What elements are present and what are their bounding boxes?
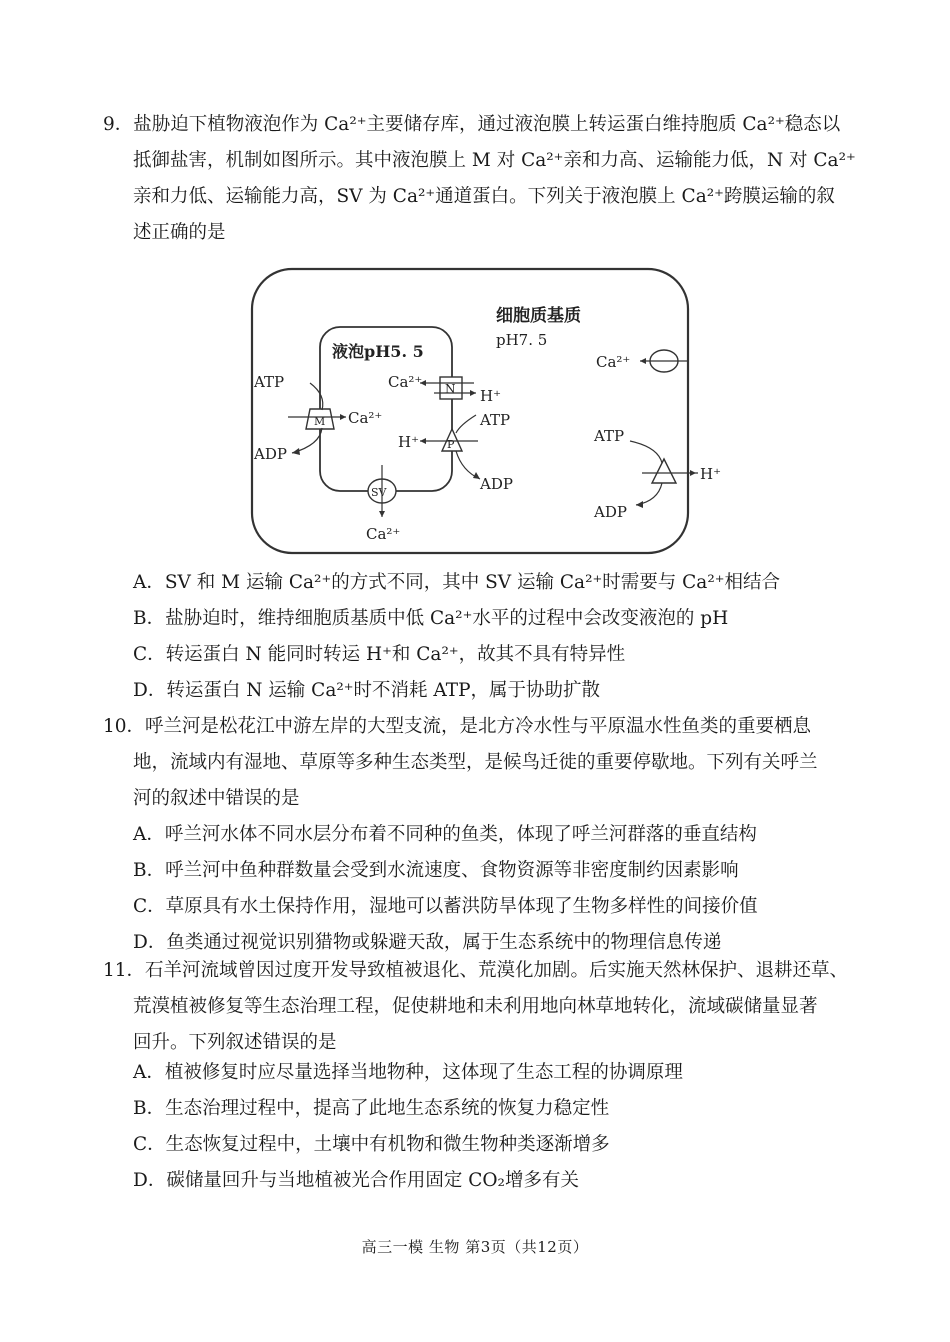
- q9-stem-line3: 亲和力低、运输能力高，SV 为 Ca²⁺通道蛋白。下列关于液泡膜上 Ca²⁺跨膜运输的叙: [133, 186, 835, 207]
- q9-stem-line2: 抵御盐害，机制如图所示。其中液泡膜上 M 对 Ca²⁺亲和力高、运输能力低，N 对 Ca²⁺: [133, 150, 856, 171]
- q9-option-d: D．转运蛋白 N 运输 Ca²⁺时不消耗 ATP，属于协助扩散: [133, 680, 601, 701]
- q9-option-b: B．盐胁迫时，维持细胞质基质中低 Ca²⁺水平的过程中会改变液泡的 pH: [133, 608, 729, 629]
- q10-option-a: A．呼兰河水体不同水层分布着不同种的鱼类，体现了呼兰河群落的垂直结构: [133, 824, 757, 845]
- q10-option-d: D．鱼类通过视觉识别猎物或躲避天敌，属于生态系统中的物理信息传递: [133, 932, 722, 953]
- n-h-label: H⁺: [480, 387, 501, 405]
- q10-option-c: C．草原具有水土保持作用，湿地可以蓄洪防旱体现了生物多样性的间接价值: [133, 896, 758, 917]
- q9-option-c: C．转运蛋白 N 能同时转运 H⁺和 Ca²⁺，故其不具有特异性: [133, 644, 626, 665]
- transporter-n-label: N: [445, 382, 456, 396]
- p-adp-label: ADP: [480, 475, 513, 493]
- sv-channel-label: SV: [371, 486, 387, 499]
- m-atp-label: ATP: [254, 373, 285, 391]
- q11-stem-line3: 回升。下列叙述错误的是: [133, 1032, 337, 1053]
- q9-option-a: A．SV 和 M 运输 Ca²⁺的方式不同，其中 SV 运输 Ca²⁺时需要与 Ca²⁺相结合: [133, 572, 781, 593]
- m-adp-label: ADP: [254, 445, 287, 463]
- q10-option-b: B．呼兰河中鱼种群数量会受到水流速度、食物资源等非密度制约因素影响: [133, 860, 739, 881]
- plasma-adp-label: ADP: [594, 503, 627, 521]
- plasma-h-label: H⁺: [700, 465, 721, 483]
- q11-option-b: B．生态治理过程中，提高了此地生态系统的恢复力稳定性: [133, 1098, 610, 1119]
- proton-pump-p-label: P: [447, 438, 455, 451]
- p-atp-label: ATP: [480, 411, 511, 429]
- sv-ca-label: Ca²⁺: [366, 525, 401, 543]
- q10-stem-line1: 10．呼兰河是松花江中游左岸的大型支流，是北方冷水性与平原温水性鱼类的重要栖息: [103, 716, 812, 737]
- m-ca-label: Ca²⁺: [348, 409, 383, 427]
- n-ca-label: Ca²⁺: [388, 373, 423, 391]
- cytoplasm-ph: pH7. 5: [496, 331, 548, 349]
- transporter-m-label: M: [314, 415, 326, 428]
- vacuole-label: 液泡pH5. 5: [332, 342, 424, 361]
- q11-option-a: A．植被修复时应尽量选择当地物种，这体现了生态工程的协调原理: [133, 1062, 683, 1083]
- page-footer: 高三一模 生物 第3页（共12页）: [361, 1238, 589, 1256]
- vacuole-calcium-transport-diagram: [248, 265, 721, 557]
- q11-stem-line1: 11．石羊河流域曾因过度开发导致植被退化、荒漠化加剧。后实施天然林保护、退耕还草、: [103, 960, 849, 981]
- q9-stem-line1: 9．盐胁迫下植物液泡作为 Ca²⁺主要储存库，通过液泡膜上转运蛋白维持胞质 Ca²⁺稳态以: [103, 114, 841, 135]
- q10-stem-line3: 河的叙述中错误的是: [133, 788, 300, 809]
- q9-stem-line4: 述正确的是: [133, 222, 226, 243]
- plasma-atp-label: ATP: [594, 427, 625, 445]
- q11-option-c: C．生态恢复过程中，土壤中有机物和微生物种类逐渐增多: [133, 1134, 610, 1155]
- q11-option-d: D．碳储量回升与当地植被光合作用固定 CO₂增多有关: [133, 1170, 579, 1191]
- plasma-ca-label: Ca²⁺: [596, 353, 631, 371]
- cytoplasm-label: 细胞质基质: [496, 306, 581, 326]
- q11-stem-line2: 荒漠植被修复等生态治理工程，促使耕地和未利用地向林草地转化，流域碳储量显著: [133, 996, 818, 1017]
- q10-stem-line2: 地，流域内有湿地、草原等多种生态类型，是候鸟迁徙的重要停歇地。下列有关呼兰: [133, 752, 818, 773]
- plasma-proton-pump: [652, 459, 676, 483]
- p-h-label: H⁺: [398, 433, 419, 451]
